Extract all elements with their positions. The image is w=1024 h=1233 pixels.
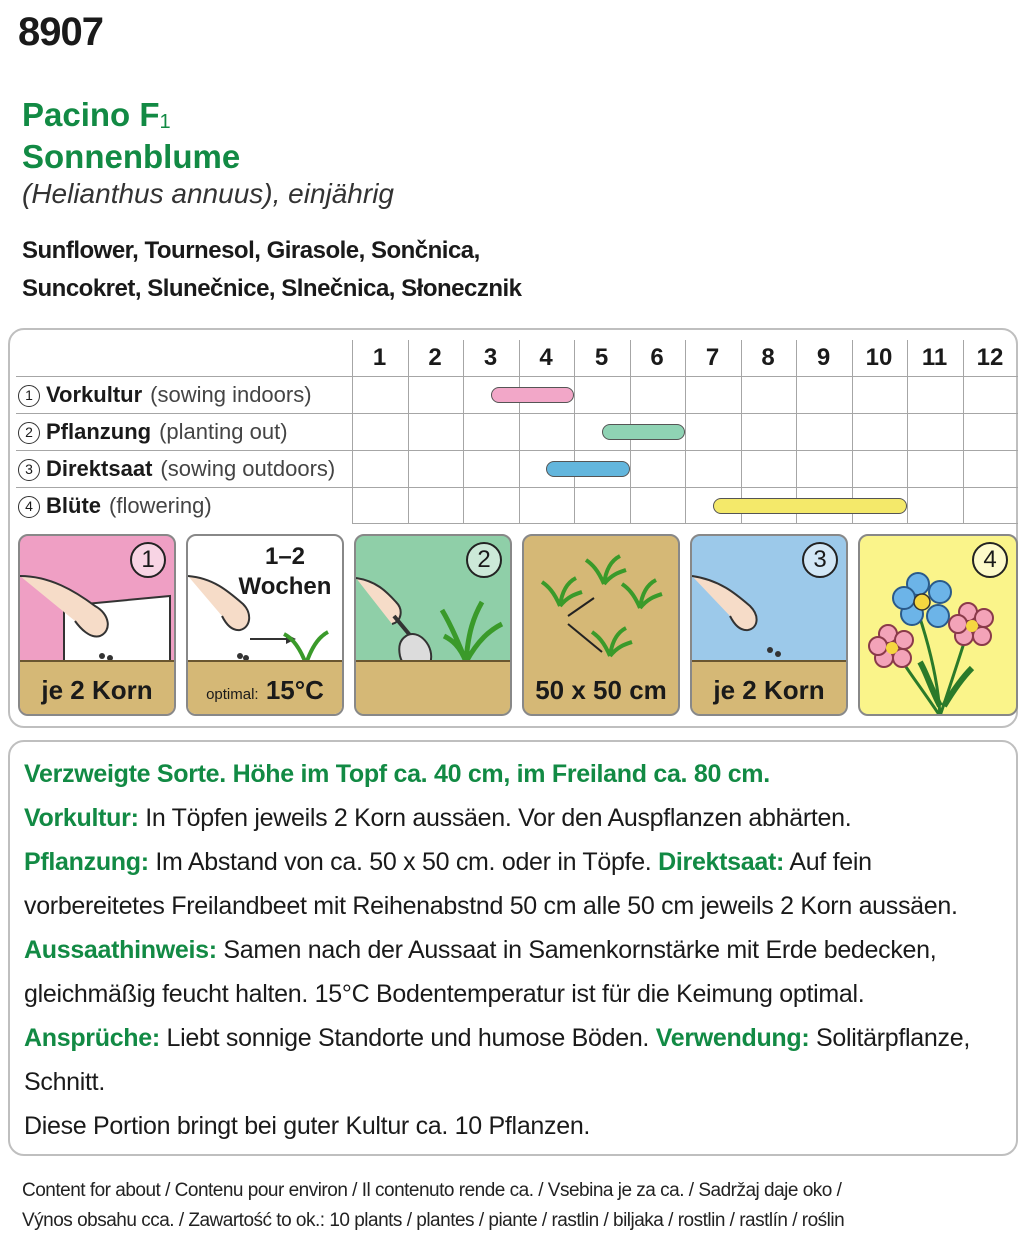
translated-names	[22, 232, 522, 308]
row-label-de: Direktsaat	[46, 456, 153, 481]
tile-caption	[188, 675, 342, 706]
row-label-en: (flowering)	[109, 493, 212, 518]
bar-flowering	[713, 498, 907, 514]
vorkultur-label: Vorkultur:	[24, 804, 139, 832]
footer-line-1: Content for about / Contenu pour environ / Il contenuto rende ca. / Vsebina je za ca. / Sadržaj daje oko /	[22, 1180, 842, 1201]
weeks-range: 1–2	[264, 543, 306, 570]
variety-title	[22, 96, 171, 134]
description-lead: Verzweigte Sorte. Höhe im Topf ca. 40 cm, im Freiland ca. 80 cm.	[24, 760, 770, 788]
step-number: 1	[18, 385, 40, 407]
step-number: 2	[18, 422, 40, 444]
soil-strip	[356, 660, 510, 714]
step-number: 4	[18, 496, 40, 518]
month-label: 7	[705, 344, 720, 371]
ansprueche-label: Ansprüche:	[24, 1024, 160, 1052]
month-label: 1	[372, 344, 387, 371]
step-number: 3	[18, 459, 40, 481]
row-label-de: Blüte	[46, 493, 101, 518]
verwendung-label: Verwendung:	[655, 1024, 810, 1052]
tile-sowing-outdoors	[690, 534, 848, 716]
tile-spacing	[522, 534, 680, 716]
names-line-2: Suncokret, Slunečnice, Slnečnica, Słonecznik	[22, 275, 522, 302]
tile-caption: 50 x 50 cm	[535, 675, 667, 705]
step-badge: 1	[130, 542, 166, 578]
variety-name: Pacino F	[22, 96, 160, 133]
direktsaat-label: Direktsaat:	[658, 848, 785, 876]
description-text	[24, 752, 1002, 1148]
month-label: 2	[428, 344, 442, 371]
step-badge: 3	[802, 542, 838, 578]
tile-planting-out	[354, 534, 512, 716]
tile-flowering	[858, 534, 1018, 716]
caption-prefix: optimal:	[206, 686, 259, 703]
weeks-label	[188, 542, 342, 602]
variety-subscript: 1	[159, 111, 171, 133]
row-label-en: (sowing indoors)	[150, 382, 312, 407]
aussaat-label: Aussaathinweis:	[24, 936, 217, 964]
plant-name: Sonnenblume	[22, 138, 241, 175]
product-code: 8907	[18, 10, 103, 54]
month-label: 8	[761, 344, 775, 371]
aussaat-text: Samen nach der Aussaat in Samenkornstärke mit Erde bedecken, gleichmäßig feucht halten. 15°C Bodentemperatur ist für die Keimung optimal.	[24, 936, 937, 1008]
row-label-de: Vorkultur	[46, 382, 143, 407]
month-label: 5	[594, 344, 609, 371]
bar-sowing-outdoors	[546, 461, 629, 477]
tile-caption: je 2 Korn	[41, 675, 153, 705]
tile-sowing-indoors	[18, 534, 176, 716]
description-panel	[8, 740, 1018, 1156]
calendar-row-pflanzung	[18, 419, 288, 445]
calendar-grid	[352, 340, 1018, 524]
step-badge: 2	[466, 542, 502, 578]
step-badge: 4	[972, 542, 1008, 578]
calendar-row-vorkultur	[18, 382, 312, 408]
calendar-row-direktsaat	[18, 456, 335, 482]
pflanzung-text: Im Abstand von ca. 50 x 50 cm. oder in Töpfe.	[148, 848, 659, 876]
tile-germination	[186, 534, 344, 716]
row-label-de: Pflanzung	[46, 419, 152, 444]
bar-sowing-indoors	[491, 387, 574, 403]
footer-line-2: Výnos obsahu cca. / Zawartość to ok.: 10 plants / plantes / piante / rastlin / biljaka / rostlin / rastlín / roślin	[22, 1210, 845, 1231]
ansprueche-text: Liebt sonnige Standorte und humose Böden.	[159, 1024, 656, 1052]
month-label: 10	[865, 344, 893, 371]
names-line-1: Sunflower, Tournesol, Girasole, Sončnica,	[22, 237, 480, 264]
weeks-unit: Wochen	[238, 573, 332, 600]
latin-name: (Helianthus annuus), einjährig	[22, 178, 394, 209]
vorkultur-text: In Töpfen jeweils 2 Korn aussäen. Vor den Auspflanzen abhärten.	[138, 804, 852, 832]
pflanzung-label: Pflanzung:	[24, 848, 149, 876]
month-label: 11	[921, 344, 948, 371]
caption-temperature: 15°C	[265, 675, 324, 705]
portion-text: Diese Portion bringt bei guter Kultur ca. 10 Pflanzen.	[24, 1112, 591, 1140]
row-label-en: (planting out)	[159, 419, 288, 444]
month-label: 9	[816, 344, 831, 371]
month-label: 4	[539, 344, 553, 371]
footer	[22, 1176, 844, 1233]
calendar-row-bluete	[18, 493, 212, 519]
bar-planting-out	[602, 424, 685, 440]
direktsaat-text: Auf fein vorbereitetes Freilandbeet mit Reihenabstnd 50 cm alle 50 cm jeweils 2 Korn aussäen.	[24, 848, 958, 920]
month-label: 12	[976, 344, 1004, 371]
month-label: 3	[483, 344, 498, 371]
month-label: 6	[650, 344, 664, 371]
row-label-en: (sowing outdoors)	[160, 456, 336, 481]
tile-caption: je 2 Korn	[713, 675, 825, 705]
verwendung-text: Solitärpflanze, Schnitt.	[24, 1024, 970, 1096]
